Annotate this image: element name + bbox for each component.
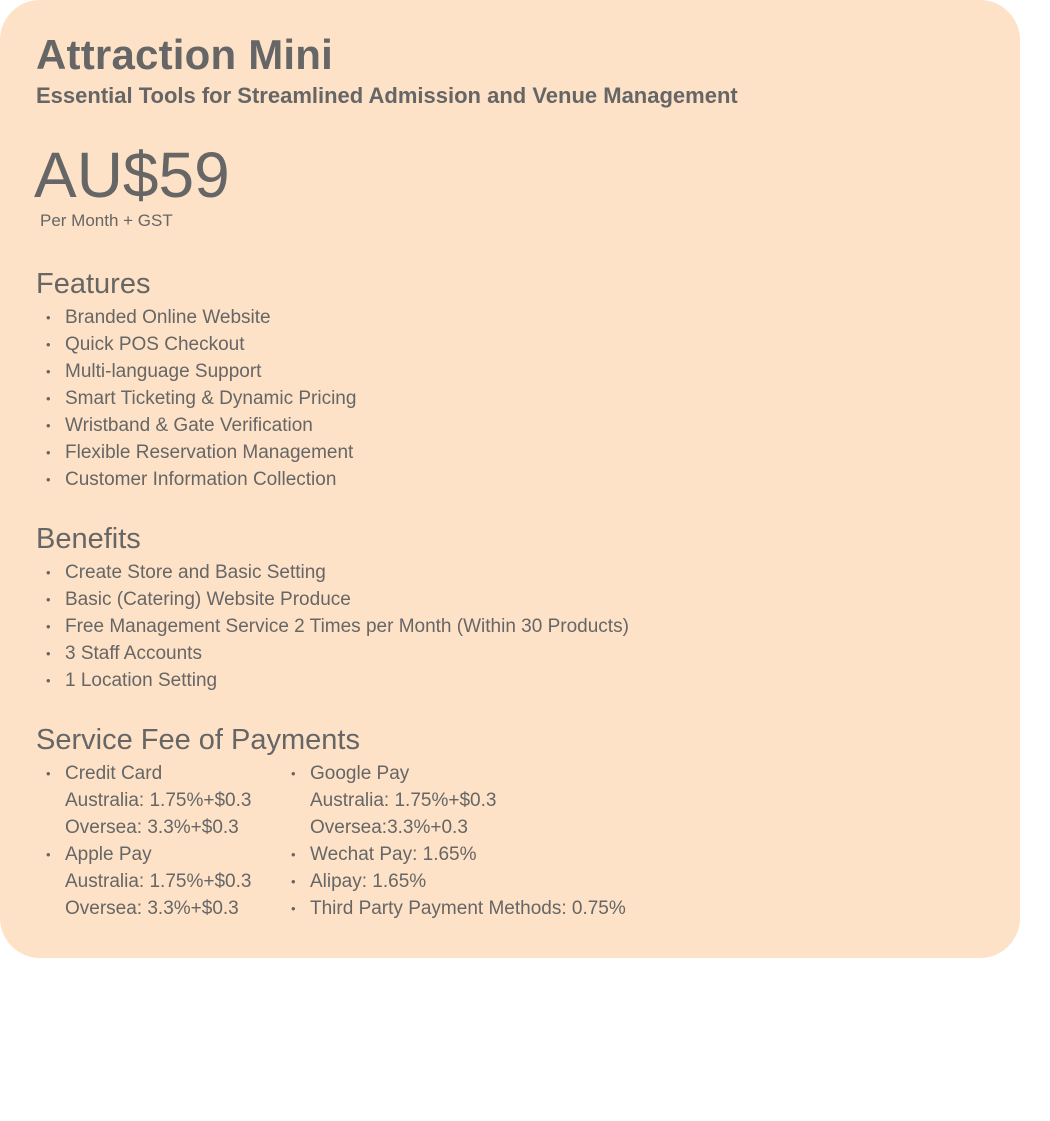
fee-item-wechat-pay: • Wechat Pay: 1.65% (291, 841, 626, 868)
fee-line: Oversea:3.3%+0.3 (310, 817, 468, 838)
plan-subtitle: Essential Tools for Streamlined Admission and Venue Management (36, 83, 738, 108)
feature-item: • Quick POS Checkout (46, 331, 356, 358)
feature-item: • Branded Online Website (46, 304, 356, 331)
service-fee-heading: Service Fee of Payments (36, 724, 360, 756)
plan-title: Attraction Mini (36, 31, 333, 78)
feature-item: • Flexible Reservation Management (46, 439, 356, 466)
features-heading: Features (36, 268, 151, 300)
benefits-heading: Benefits (36, 523, 141, 555)
price-note: Per Month + GST (40, 211, 173, 230)
fee-item-third-party: • Third Party Payment Methods: 0.75% (291, 895, 626, 922)
fee-item-credit-card (46, 760, 251, 841)
benefit-item: • Basic (Catering) Website Produce (46, 586, 629, 613)
fee-line: Australia: 1.75%+$0.3 (65, 871, 252, 892)
features-list (46, 304, 356, 493)
fee-line: Australia: 1.75%+$0.3 (310, 790, 497, 811)
plan-price: AU$59 (34, 139, 230, 211)
feature-item: • Customer Information Collection (46, 466, 356, 493)
benefit-item: • Create Store and Basic Setting (46, 559, 629, 586)
feature-item: • Multi-language Support (46, 358, 356, 385)
benefit-item: • Free Management Service 2 Times per Month (Within 30 Products) (46, 613, 629, 640)
service-fee-left-list (46, 760, 251, 922)
benefit-item: • 1 Location Setting (46, 667, 629, 694)
fee-item-apple-pay (46, 841, 251, 922)
fee-method-name: • Google Pay (310, 763, 410, 784)
fee-item-alipay: • Alipay: 1.65% (291, 868, 626, 895)
fee-method-name: • Credit Card (65, 763, 163, 784)
benefit-item: • 3 Staff Accounts (46, 640, 629, 667)
fee-line: Oversea: 3.3%+$0.3 (65, 898, 239, 919)
fee-method-name: • Apple Pay (65, 844, 152, 865)
fee-item-google-pay (291, 760, 626, 841)
feature-item: • Smart Ticketing & Dynamic Pricing (46, 385, 356, 412)
fee-line: Oversea: 3.3%+$0.3 (65, 817, 239, 838)
service-fee-right-list (291, 760, 626, 922)
feature-item: • Wristband & Gate Verification (46, 412, 356, 439)
benefits-list (46, 559, 629, 694)
fee-line: Australia: 1.75%+$0.3 (65, 790, 252, 811)
